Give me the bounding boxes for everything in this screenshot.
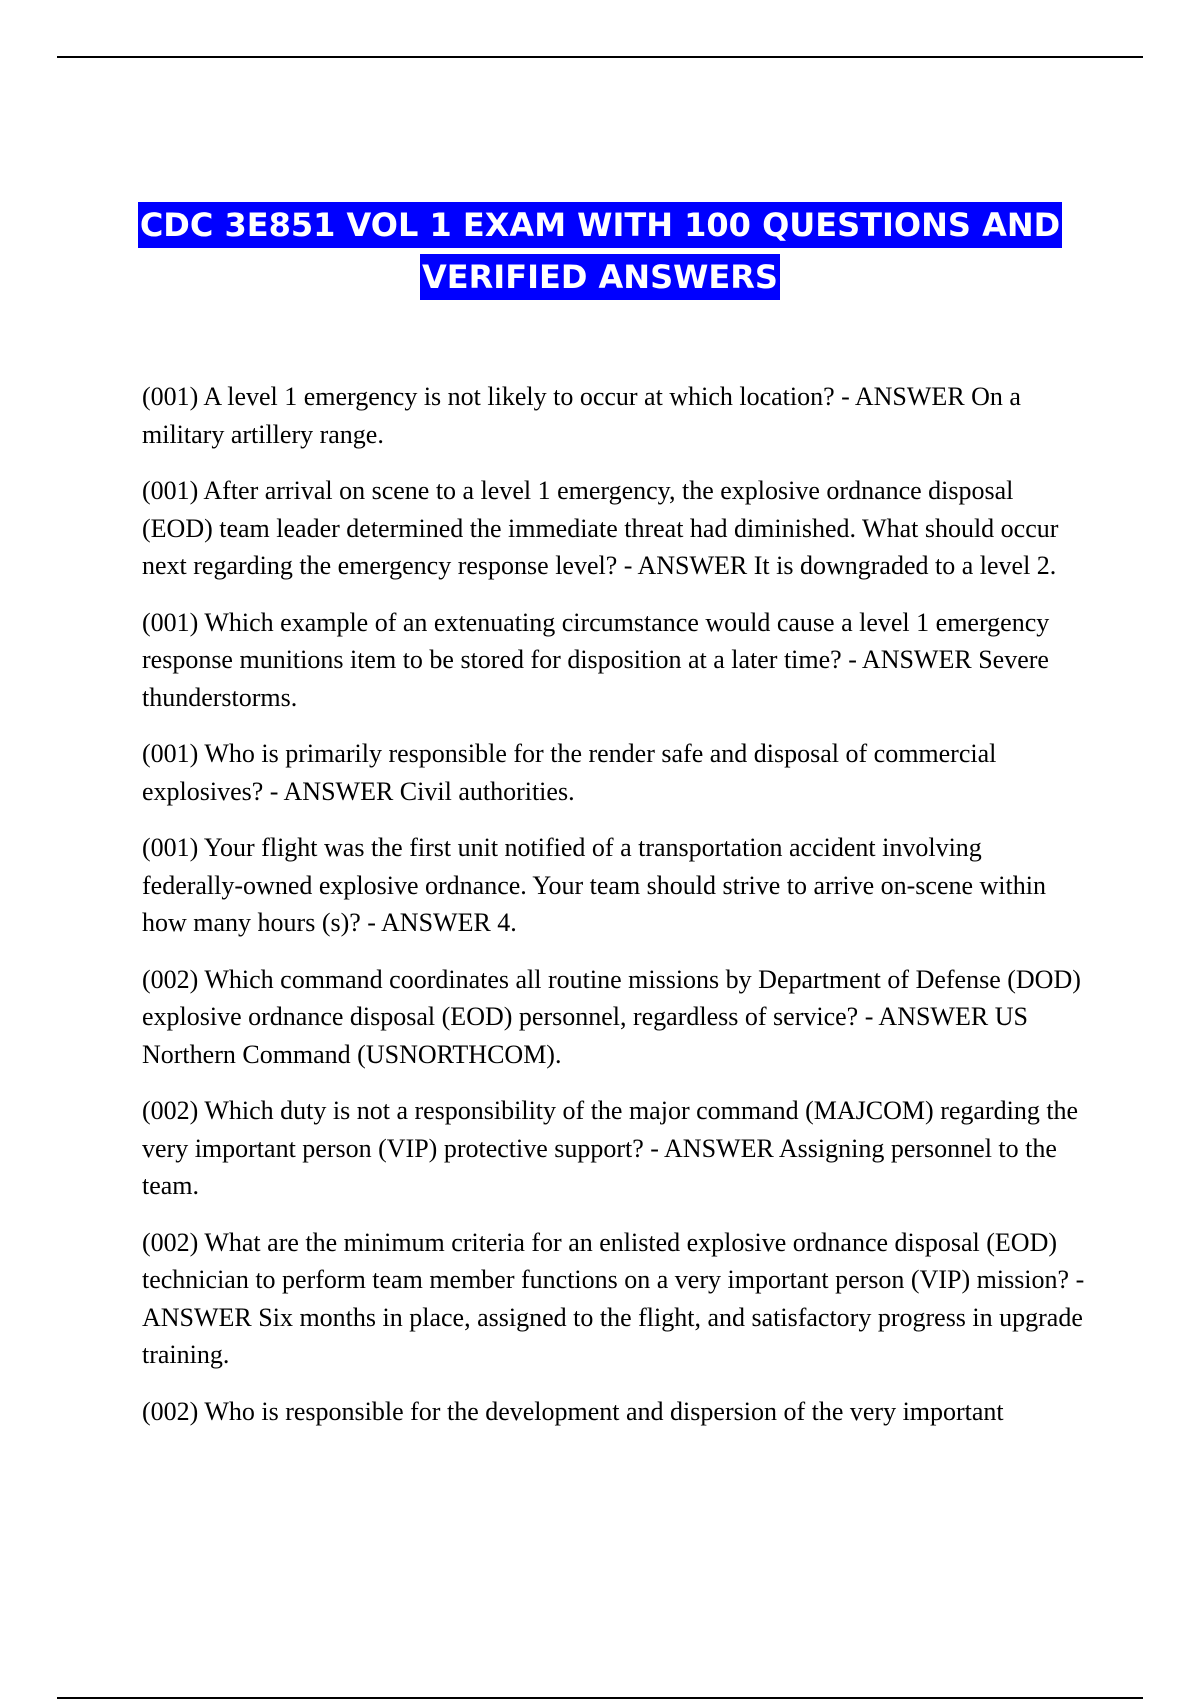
title-line-2: VERIFIED ANSWERS (420, 254, 780, 300)
question-item: (002) Who is responsible for the development and dispersion of the very important (142, 1396, 1004, 1426)
question-item: (002) Which duty is not a responsibility of the major command (MAJCOM) regarding the very important person (VIP) protective support? - ANSWER Assigning personnel to the team. (142, 1096, 1079, 1200)
top-rule (57, 56, 1143, 58)
question-item: (002) Which command coordinates all routine missions by Department of Defense (DOD) explosive ordnance disposal (EOD) personnel, regardless of service? - ANSWER US Northern Command (USNORTHCOM). (142, 964, 1081, 1069)
question-item: (001) After arrival on scene to a level 1 emergency, the explosive ordnance disposal (EOD) team leader determined the immediate threat had diminished. What should occur next regarding the emergency response level? - ANSWER It is downgraded to a level 2. (142, 476, 1059, 580)
question-item: (001) Who is primarily responsible for the render safe and disposal of commercial explosives? - ANSWER Civil authorities. (142, 739, 997, 806)
question-item: (001) A level 1 emergency is not likely to occur at which location? - ANSWER On a military artillery range. (142, 382, 1021, 449)
question-list (142, 378, 1087, 1449)
question-item: (002) What are the minimum criteria for an enlisted explosive ordnance disposal (EOD) technician to perform team member functions on a very important person (VIP) mission? - ANSWER Six months in place, assigned to the flight, and satisfactory progress in upgrade training. (142, 1227, 1085, 1369)
bottom-rule (57, 1697, 1143, 1699)
title-line-1: CDC 3E851 VOL 1 EXAM WITH 100 QUESTIONS AND (138, 202, 1062, 248)
document-title (120, 200, 1080, 304)
question-item: (001) Your flight was the first unit notified of a transportation accident involving federally-owned explosive ordnance. Your team should strive to arrive on-scene within how many hours (s)? - ANSWER 4. (142, 833, 1046, 937)
question-item: (001) Which example of an extenuating circumstance would cause a level 1 emergency response munitions item to be stored for disposition at a later time? - ANSWER Severe thunderstorms. (142, 607, 1050, 712)
